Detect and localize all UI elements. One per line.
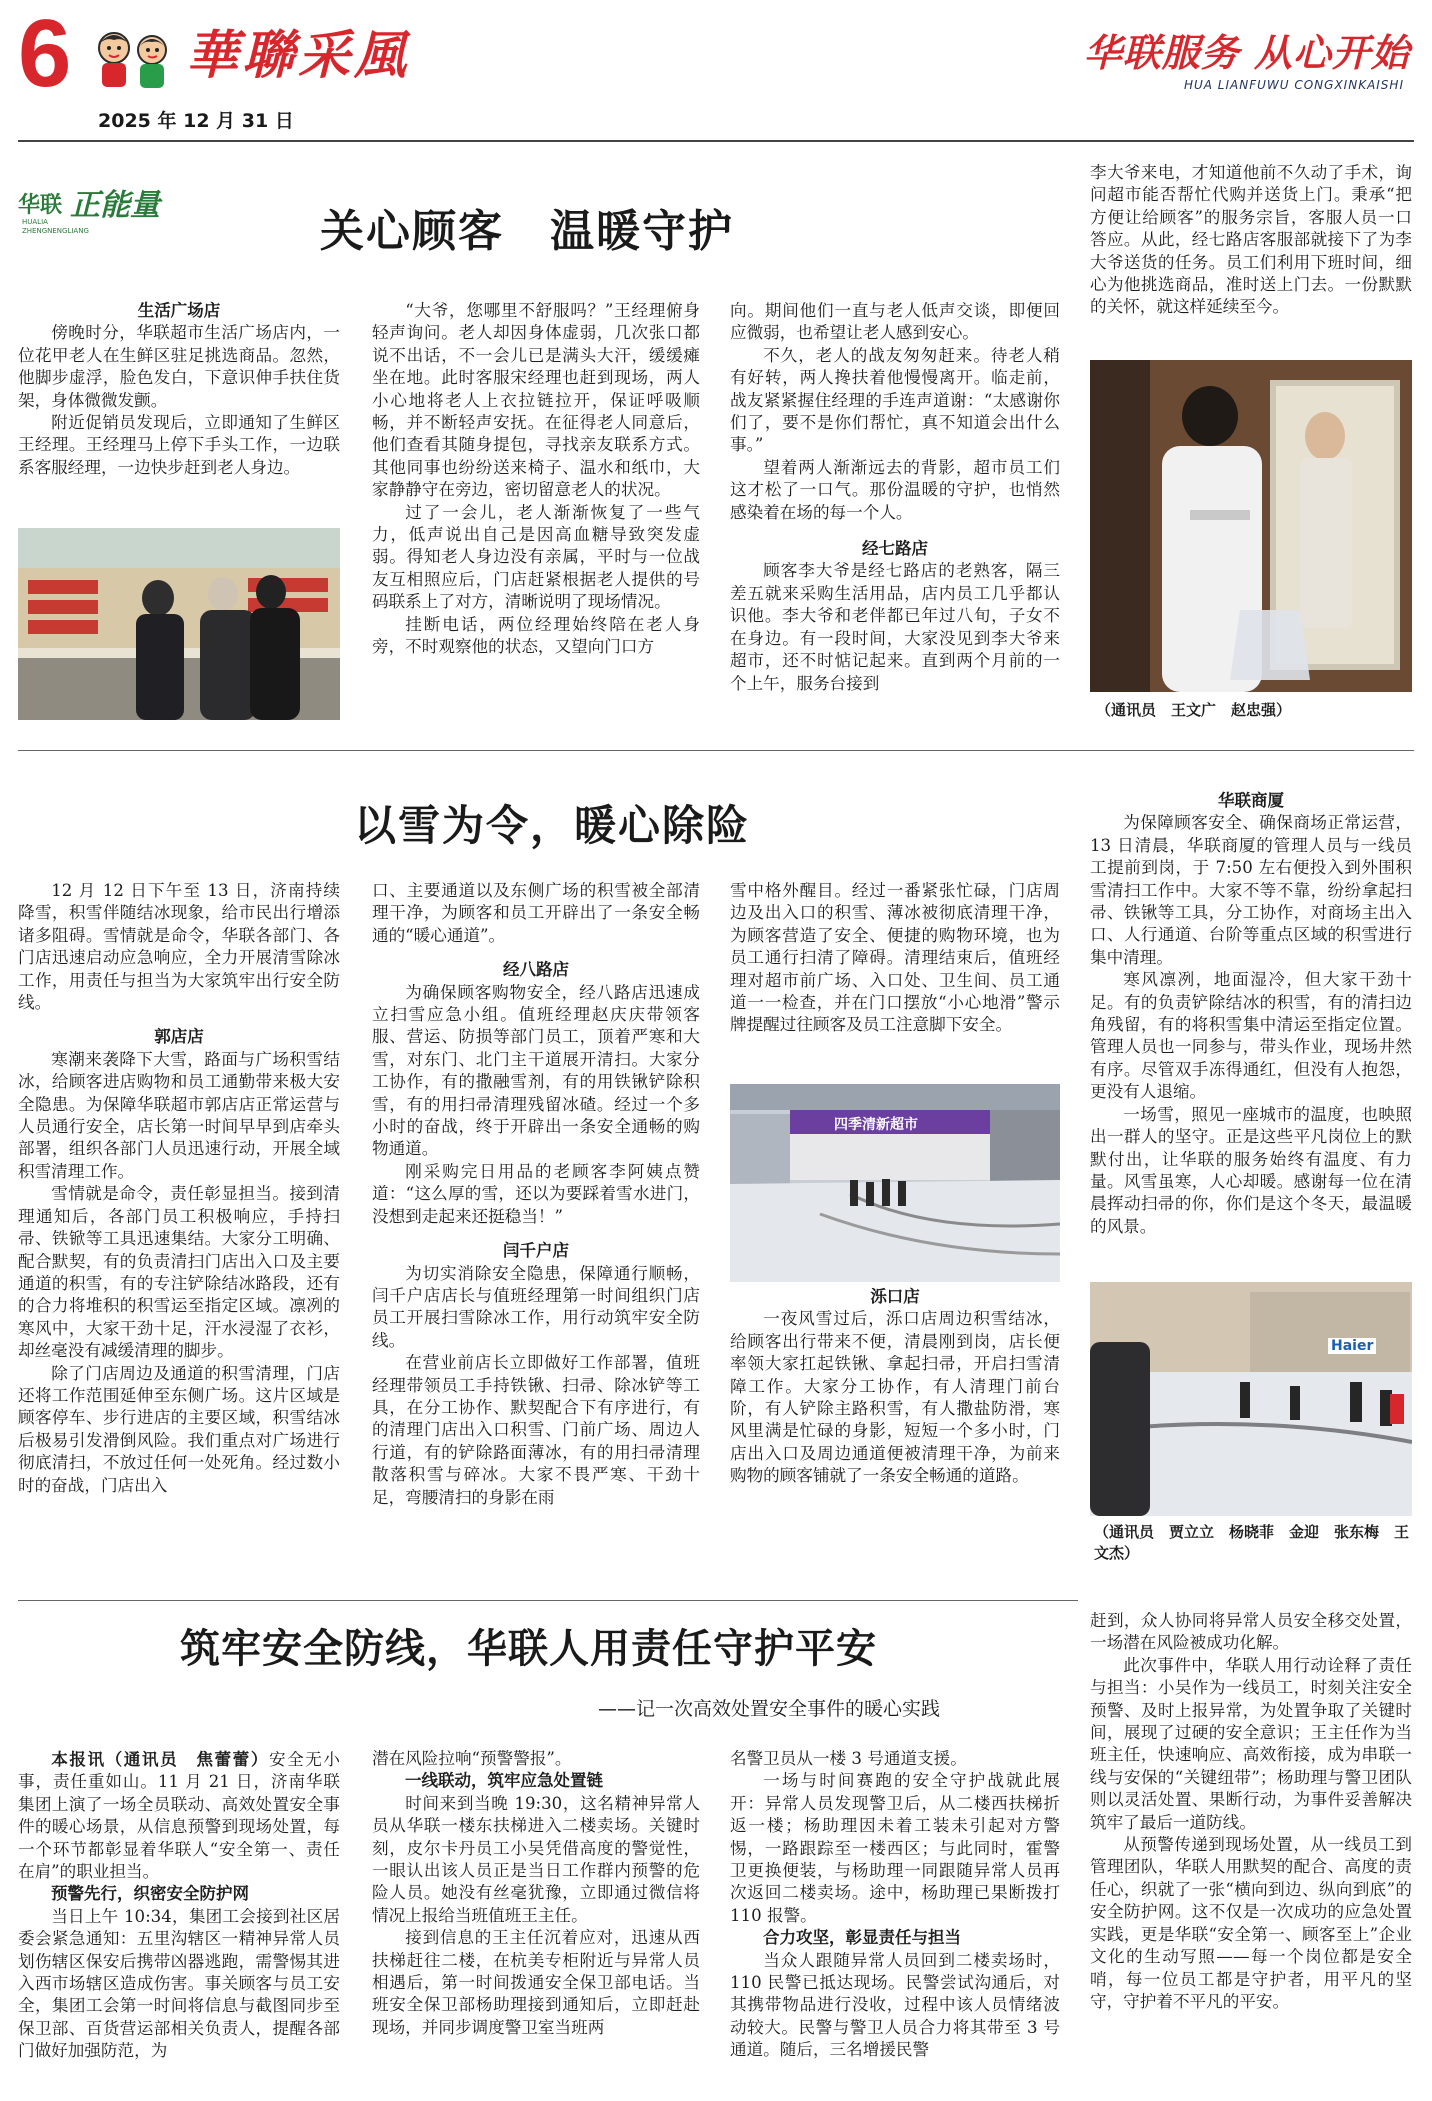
- badge-pinyin-1: HUALIA: [22, 218, 48, 226]
- paragraph: 接到信息的王主任沉着应对，迅速从西扶梯赶往二楼，在杭美专柜附近与异常人员相遇后，第一时间拨通安全保卫部电话。当班安全保卫部杨助理接到通知后，立即赶赴现场，并同步调度警卫室当班两: [372, 1928, 700, 2037]
- section-divider: [18, 1600, 1078, 1601]
- paragraph: 12 月 12 日下午至 13 日，济南持续降雪，积雪伴随结冰现象，给市民出行增添诸多阻碍。雪情就是命令，华联各部门、各门店迅速启动应急响应，全力开展清雪除冰工作，用责任与担当为大家筑牢出行安全防线。: [18, 881, 340, 1013]
- photo-snow-store: [730, 1084, 1060, 1282]
- paragraph: 除了门店周边及通道的积雪清理，门店还将工作范围延伸至东侧广场。这片区域是顾客停车、步行进店的主要区域，积雪结冰后极易引发滑倒风险。我们重点对广场进行彻底清扫，不放过任何一处死角。经过数小时的奋战，门店出入: [18, 1363, 340, 1495]
- paragraph: 顾客李大爷是经七路店的老熟客，隔三差五就来采购生活用品，店内员工几乎都认识他。李大爷和老伴都已年过八旬，子女不在身边。有一段时间，大家没见到李大爷来超市，还不时惦记起来。直到两个月前的一个上午，服务台接到: [730, 561, 1060, 693]
- paragraph: 雪中格外醒目。经过一番紧张忙碌，门店周边及出入口的积雪、薄冰被彻底清理干净，为顾客营造了安全、便捷的购物环境，也为员工通行扫清了障碍。清理结束后，值班经理对超市前广场、入口处、卫生间、员工通道一一检查，并在门口摆放“小心地滑”警示牌提醒过往顾客及员工注意脚下安全。: [730, 881, 1060, 1035]
- supermarket-photo-icon: [18, 528, 340, 720]
- paragraph: 在营业前店长立即做好工作部署，值班经理带领员工手持铁锹、扫帚、除冰铲等工具，在分工协作、默契配合下有序进行，有的清理门店出入口积雪、门前广场、周边人行道，有的铲除路面薄冰，有的用扫帚清理散落积雪与碎冰。大家不畏严寒、干劲十足，弯腰清扫的身影在雨: [372, 1353, 700, 1507]
- paragraph: 傍晚时分，华联超市生活广场店内，一位花甲老人在生鲜区驻足挑选商品。忽然，他脚步虚浮，脸色发白，下意识伸手扶住货架，身体微微发颤。: [18, 323, 340, 410]
- article-1-title: 关心顾客 温暖守护: [320, 206, 734, 257]
- section-divider: [18, 750, 1414, 751]
- store-heading: 生活广场店: [137, 301, 221, 320]
- issue-date: 2025 年 12 月 31 日: [98, 110, 294, 132]
- paragraph: 名警卫员从一楼 3 号通道支援。: [730, 1749, 967, 1768]
- header-rule: [18, 140, 1414, 142]
- article-1-col-3: [730, 300, 1060, 695]
- slogan-pinyin: HUA LIANFUWU CONGXINKAISHI: [1183, 78, 1404, 92]
- paragraph: 一场与时间赛跑的安全守护战就此展开：异常人员发现警卫后，从二楼西扶梯折返一楼；杨助理因未着工装未引起对方警惕，一路跟踪至一楼西区；与此同时，霍警卫更换便装，与杨助理一同跟随异常人员再次返回二楼卖场。途中，杨助理已果断拨打 110 报警。: [730, 1771, 1060, 1925]
- paragraph: 一场雪，照见一座城市的温度，也映照出一群人的坚守。正是这些平凡岗位上的默默付出，让华联的服务始终有温度、有力量。风雪虽寒，人心却暖。感谢每一位在清晨挥动扫帚的你，你们是这个冬天，最温暖的风景。: [1090, 1104, 1412, 1236]
- article-2-caption: （通讯员 贾立立 杨晓菲 金迎 张东梅 王文杰）: [1094, 1523, 1410, 1562]
- article-2-col-3: [730, 880, 1060, 1037]
- delivery-photo-icon: [1090, 360, 1412, 692]
- article-1-col-2: [372, 300, 700, 659]
- paragraph: 不久，老人的战友匆匆赶来。待老人稍有好转，两人搀扶着他慢慢离开。临走前，战友紧紧握住经理的手连声道谢：“太感谢你们了，要不是你们帮忙，真不知道会出什么事。”: [730, 345, 1060, 455]
- article-1-col-4: [1090, 162, 1412, 319]
- badge-pinyin-2: ZHENGNENGLIANG: [22, 227, 89, 235]
- slogan: 华联服务 从心开始: [1083, 31, 1410, 75]
- paragraph: 过了一会儿，老人渐渐恢复了一些气力，低声说出自己是因高血糖导致突发虚弱。得知老人身边没有亲属，平时与一位战友互相照应后，门店赶紧根据老人提供的号码联系上了对方，清晰说明了现场情况。: [372, 502, 700, 612]
- section-lead: 预警先行，织密安全防护网: [51, 1884, 249, 1904]
- page-number: 6: [18, 0, 72, 107]
- paragraph: 此次事件中，华联人用行动诠释了责任与担当：小吴作为一线员工，时刻关注安全预警、及时上报异常，为处置争取了关键时间，展现了过硬的安全意识；王主任作为当班主任，快速响应、高效衔接，成为串联一线与安保的“关键纽带”；杨助理与警卫团队则以灵活处置、果断行动，为事件妥善解决筑牢了最后一道防线。: [1090, 1655, 1412, 1832]
- article-3-col-1: [18, 1748, 340, 2063]
- store-heading: 郭店店: [154, 1027, 204, 1047]
- article-3-col-3: [730, 1748, 1060, 2062]
- paragraph: 潜在风险拉响“预警警报”。: [372, 1749, 572, 1768]
- paragraph: 口、主要通道以及东侧广场的积雪被全部清理干净，为顾客和员工开辟出了一条安全畅通的“暖心通道”。: [372, 881, 700, 945]
- photo-home-delivery: [1090, 360, 1412, 692]
- paragraph: 赶到，众人协同将异常人员安全移交处置，一场潜在风险被成功化解。: [1090, 1611, 1412, 1653]
- paragraph: [18, 1748, 340, 1883]
- paragraph: “大爷，您哪里不舒服吗？”王经理俯身轻声询问。老人却因身体虚弱，几次张口都说不出话，不一会儿已是满头大汗，缓缓瘫坐在地。此时客服宋经理也赶到现场，两人小心地将老人上衣拉链拉开，保证呼吸顺畅，并不断轻声安抚。在征得老人同意后，他们查看其随身提包，寻找亲友联系方式。其他同事也纷纷送来椅子、温水和纸巾，大家静静守在旁边，密切留意老人的状况。: [372, 301, 700, 500]
- badge-main: 华联: [18, 193, 63, 218]
- badge-sub: 正能量: [70, 188, 160, 223]
- haier-sign-text: Haier: [1328, 1338, 1376, 1354]
- article-1-caption: （通讯员 王文广 赵忠强）: [1096, 701, 1292, 719]
- mascot-logo-icon: [88, 28, 180, 96]
- paragraph: 为保障顾客安全、确保商场正常运营，13 日清晨，华联商厦的管理人员与一线员工提前到岗，于 7:50 左右便投入到外围积雪清扫工作中。大家不等不靠，纷纷拿起扫帚、铁锹等工具，分工协作，对商场主出入口、人行通道、台阶等重点区域的积雪进行集中清理。: [1090, 813, 1412, 967]
- paragraph: 望着两人渐渐远去的背影，超市员工们这才松了一口气。那份温暖的守护，也悄然感染着在场的每一个人。: [730, 457, 1060, 522]
- paragraph: 为切实消除安全隐患，保障通行顺畅，闫千户店店长与值班经理第一时间组织门店员工开展扫雪除冰工作，用行动筑牢安全防线。: [372, 1263, 700, 1350]
- article-2-col-4: [1090, 790, 1412, 1238]
- store-heading: 华联商厦: [1218, 791, 1284, 810]
- paragraph: 当日上午 10:34，集团工会接到社区居委会紧急通知：五里沟辖区一精神异常人员划伤辖区保安后携带凶器逃跑，需警惕其进入西市场辖区造成伤害。事关顾客与员工安全，集团工会第一时间将信息与截图同步至保卫部、百货营运部相关负责人，提醒各部门做好加强防范，为: [18, 1906, 340, 2061]
- article-3-subtitle: ——记一次高效处置安全事件的暖心实践: [598, 1698, 941, 1720]
- paragraph: 雪情就是命令，责任彰显担当。接到清理通知后，各部门员工积极响应，手持扫帚、铁锨等工具迅速集结。大家分工明确、配合默契，有的负责清扫门店出入口及主要通道的积雪，有的专注铲除结冰路段，还有的合力将堆积的积雪运至指定区域。凛冽的寒风中，大家干劲十足，汗水浸湿了衣衫，却丝毫没有减缓清理的脚步。: [18, 1184, 340, 1361]
- store-heading: 闫千户店: [503, 1241, 569, 1261]
- paragraph: 从预警传递到现场处置，从一线员工到管理团队，华联人用默契的配合、高度的责任心，织就了一张“横向到边、纵向到底”的安全防护网。这不仅是一次成功的应急处置实践，更是华联“安全第一、顾客至上”企业文化的生动写照——每一个岗位都是安全哨，每一位员工都是守护者，用平凡的坚守，守护着不平凡的平安。: [1090, 1835, 1412, 2011]
- article-2-col-1: [18, 880, 340, 1497]
- paragraph: 为确保顾客购物安全，经八路店迅速成立扫雪应急小组。值班经理赵庆庆带领客服、营运、防损等部门员工，顶着严寒和大雪，对东门、北门主干道展开清扫。大家分工协作，有的撒融雪剂，有的用铁锹铲除积雪，有的用扫帚清理残留冰碴。经过一个多小时的奋战，终于开辟出一条安全通畅的购物通道。: [372, 982, 700, 1159]
- store-heading: 泺口店: [870, 1287, 920, 1306]
- section-lead: 合力攻坚，彰显责任与担当: [763, 1928, 961, 1948]
- paragraph: 向。期间他们一直与老人低声交谈，即便回应微弱，也希望让老人感到安心。: [730, 301, 1060, 343]
- store-heading: 经八路店: [503, 960, 569, 980]
- section-title: 華聯采風: [186, 25, 411, 86]
- article-2-col-2: [372, 880, 700, 1509]
- positive-energy-badge: [18, 178, 178, 238]
- paragraph: 时间来到当晚 19:30，这名精神异常人员从华联一楼东扶梯进入二楼卖场。关键时刻，皮尔卡丹员工小吴凭借高度的警觉性，一眼认出该人员正是当日工作群内预警的危险人员。她没有丝毫犹豫，立即通过微信将情况上报给当班值班王主任。: [372, 1793, 700, 1925]
- photo-customer-care: [18, 528, 340, 720]
- article-2-col-3b: [730, 1286, 1060, 1488]
- store-heading: 经七路店: [862, 539, 928, 559]
- paragraph: 附近促销员发现后，立即通知了生鲜区王经理。王经理马上停下手头工作，一边联系客服经理，一边快步赶到老人身边。: [18, 413, 340, 477]
- byline: 本报讯（通讯员 焦蕾蕾）: [51, 1749, 269, 1769]
- paragraph: 刚采购完日用品的老顾客李阿姨点赞道：“这么厚的雪，还以为要踩着雪水进门，没想到走起来还挺稳当！”: [372, 1161, 700, 1226]
- article-1-col-1: [18, 300, 340, 479]
- article-2-title: 以雪为令，暖心除险: [354, 801, 751, 850]
- store-sign-text: 四季清新超市: [834, 1117, 918, 1133]
- paragraph: 寒潮来袭降下大雪，路面与广场积雪结冰，给顾客进店购物和员工通勤带来极大安全隐患。为保障华联超市郭店店正常运营与人员通行安全，店长第一时间早早到店牵头部署，组织各部门人员迅速行动，开展全域积雪清理工作。: [18, 1049, 340, 1181]
- paragraph: 挂断电话，两位经理始终陪在老人身旁，不时观察他的状态，又望向门口方: [372, 614, 700, 657]
- paragraph: 一夜风雪过后，泺口店周边积雪结冰，给顾客出行带来不便，清晨刚到岗，店长便率领大家扛起铁锹、拿起扫帚，开启扫雪清障工作。大家分工协作，有人清理门前台阶，有人铲除主路积雪，有人撒盐防滑，寒风里满是忙碌的身影，短短一个多小时，门店出入口及周边通道便被清理干净，为前来购物的顾客铺就了一条安全畅通的道路。: [730, 1309, 1060, 1486]
- paragraph: 当众人跟随异常人员回到二楼卖场时，110 民警已抵达现场。民警尝试沟通后，对其携带物品进行没收，过程中该人员情绪波动较大。民警与警卫人员合力将其带至 3 号通道。随后，三名增援民警: [730, 1950, 1060, 2060]
- plaza-photo-icon: [1090, 1282, 1412, 1516]
- paragraph: 寒风凛冽，地面湿冷，但大家干劲十足。有的负责铲除结冰的积雪，有的清扫边角残留，有的将积雪集中清运至指定位置。管理人员也一同参与，带头作业，现场井然有序。尽管双手冻得通红，但没有人抱怨，更没有人退缩。: [1090, 970, 1412, 1102]
- intro-text: 安全无小事，责任重如山。11 月 21 日，济南华联集团上演了一场全员联动、高效处置安全事件的暖心场景，从信息预警到现场处置，每一个环节都彰显着华联人“安全第一、责任在肩”的职业担当。: [18, 1750, 341, 1882]
- paragraph: 李大爷来电，才知道他前不久动了手术，询问超市能否帮忙代购并送货上门。秉承“把方便让给顾客”的服务宗旨，客服人员一口答应。从此，经七路店客服部就接下了为李大爷送货的任务。员工们利用下班时间，细心为他挑选商品，准时送上门去。一份默默的关怀，就这样延续至今。: [1090, 163, 1412, 317]
- article-3-title: 筑牢安全防线，华联人用责任守护平安: [180, 1625, 877, 1672]
- masthead: [0, 0, 1432, 150]
- photo-plaza-snow: [1090, 1282, 1412, 1516]
- article-3-col-4: [1090, 1610, 1412, 2013]
- article-3-col-2: [372, 1748, 700, 2039]
- section-lead: 一线联动，筑牢应急处置链: [405, 1771, 603, 1791]
